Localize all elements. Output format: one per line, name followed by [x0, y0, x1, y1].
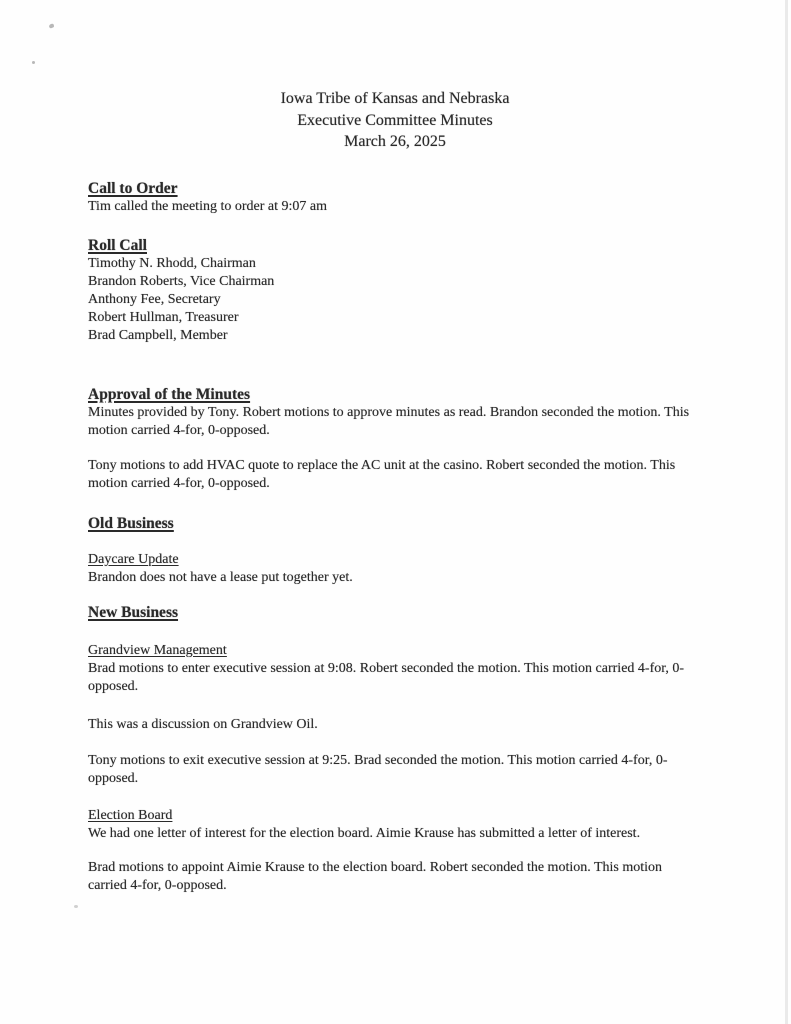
roll-call-heading: Roll Call — [88, 236, 147, 254]
roll-call-list — [88, 255, 702, 345]
roll-call-member: Timothy N. Rhodd, Chairman — [88, 255, 256, 271]
scan-speck — [48, 23, 54, 28]
election-board-paragraph: We had one letter of interest for the election board. Aimie Krause has submitted a letter of interest. — [88, 825, 641, 841]
subsection-grandview-management — [88, 642, 702, 788]
section-approval-minutes — [88, 385, 702, 493]
daycare-update-body: Brandon does not have a lease put together yet. — [88, 569, 353, 585]
subsection-election-board — [88, 807, 702, 895]
roll-call-member: Anthony Fee, Secretary — [88, 291, 221, 307]
call-to-order-body: Tim called the meeting to order at 9:07 am — [88, 198, 327, 214]
title-line-org: Iowa Tribe of Kansas and Nebraska — [280, 90, 510, 107]
section-call-to-order — [88, 179, 702, 216]
roll-call-member: Brad Campbell, Member — [88, 327, 228, 343]
approval-minutes-paragraph: Minutes provided by Tony. Robert motions to approve minutes as read. Brandon seconded the motion. This motion carried 4-for, 0-opposed. — [88, 404, 690, 438]
daycare-update-subheading: Daycare Update — [88, 551, 179, 567]
scan-speck — [74, 905, 78, 908]
approval-minutes-paragraph: Tony motions to add HVAC quote to replace the AC unit at the casino. Robert seconded the motion. This motion carried 4-for, 0-opposed. — [88, 457, 676, 491]
approval-minutes-heading: Approval of the Minutes — [88, 385, 251, 403]
grandview-management-subheading: Grandview Management — [88, 642, 227, 658]
document-content — [88, 0, 702, 895]
roll-call-member: Brandon Roberts, Vice Chairman — [88, 273, 275, 289]
scan-edge-line — [785, 0, 788, 1024]
document-title — [88, 88, 702, 153]
grandview-paragraph: Tony motions to exit executive session at 9:25. Brad seconded the motion. This motion carried 4-for, 0-opposed. — [88, 752, 668, 786]
election-board-paragraph: Brad motions to appoint Aimie Krause to the election board. Robert seconded the motion. This motion carried 4-for, 0-opposed. — [88, 859, 663, 893]
grandview-paragraph: Brad motions to enter executive session at 9:08. Robert seconded the motion. This motion carried 4-for, 0-opposed. — [88, 660, 684, 694]
new-business-heading: New Business — [88, 603, 179, 621]
roll-call-member: Robert Hullman, Treasurer — [88, 309, 239, 325]
section-new-business — [88, 603, 702, 895]
subsection-daycare-update — [88, 551, 702, 587]
old-business-heading: Old Business — [88, 514, 174, 532]
title-line-type: Executive Committee Minutes — [297, 111, 493, 129]
section-old-business — [88, 514, 702, 587]
election-board-subheading: Election Board — [88, 807, 173, 823]
title-line-date: March 26, 2025 — [344, 133, 446, 150]
grandview-paragraph: This was a discussion on Grandview Oil. — [88, 716, 318, 732]
section-roll-call — [88, 236, 702, 345]
scan-speck — [32, 61, 35, 64]
call-to-order-heading: Call to Order — [88, 179, 178, 197]
